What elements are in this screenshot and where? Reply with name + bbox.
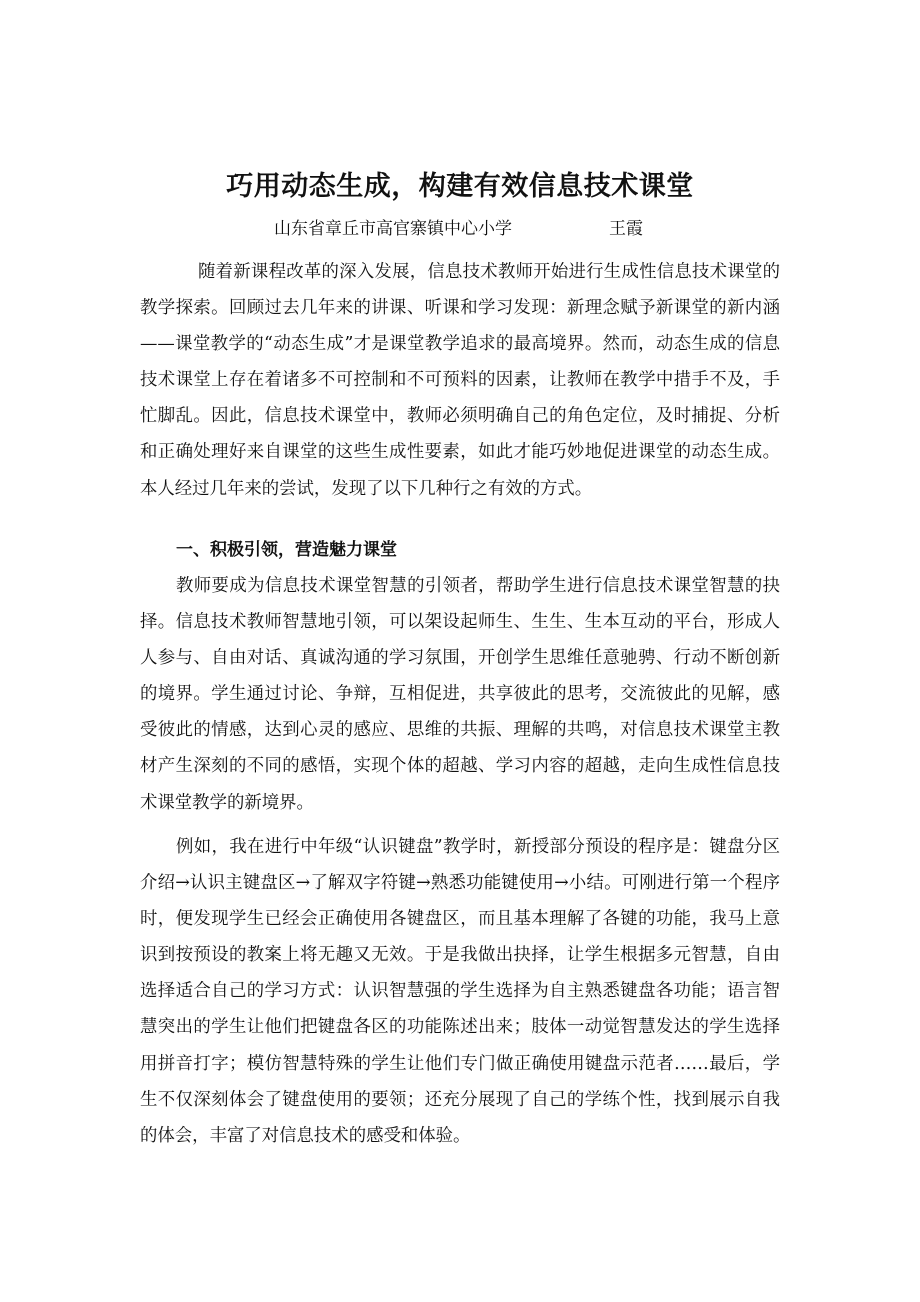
section-heading: 一、积极引领，营造魅力课堂 — [176, 540, 397, 560]
byline — [0, 214, 920, 240]
author-school: 山东省章丘市高官寨镇中心小学 — [274, 219, 512, 239]
document-title: 巧用动态生成，构建有效信息技术课堂 — [226, 171, 694, 202]
body-paragraph: 教师要成为信息技术课堂智慧的引领者，帮助学生进行信息技术课堂智慧的抉择。信息技术教师智慧地引领，可以架设起师生、生生、生本互动的平台，形成人人参与、自由对话、真诚沟通的学习氛围，开创学生思维任意驰骋、行动不断创新的境界。学生通过讨论、争辩，互相促进，共享彼此的思考，交流彼此的见解，感受彼此的情感，达到心灵的感应、思维的共振、理解的共鸣，对信息技术课堂主教材产生深刻的不同的感悟，实现个体的超越、学习内容的超越，走向生成性信息技术课堂教学的新境界。 — [140, 576, 780, 813]
intro-paragraph: 随着新课程改革的深入发展，信息技术教师开始进行生成性信息技术课堂的教学探索。回顾过去几年来的讲课、听课和学习发现：新理念赋予新课堂的新内涵——课堂教学的“动态生成”才是课堂教学追求的最高境界。然而，动态生成的信息技术课堂上存在着诸多不可控制和不可预料的因素，让教师在教学中措手不及，手忙脚乱。因此，信息技术课堂中，教师必须明确自己的角色定位，及时捕捉、分析和正确处理好来自课堂的这些生成性要素，如此才能巧妙地促进课堂的动态生成。本人经过几年来的尝试，发现了以下几种行之有效的方式。 — [140, 262, 780, 499]
author-name: 王霞 — [609, 219, 643, 239]
example-paragraph: 例如，我在进行中年级“认识键盘”教学时，新授部分预设的程序是：键盘分区介绍→认识主键盘区→了解双字符键→熟悉功能键使用→小结。可刚进行第一个程序时，便发现学生已经会正确使用各键盘区，而且基本理解了各键的功能，我马上意识到按预设的教案上将无趣又无效。于是我做出抉择，让学生根据多元智慧，自由选择适合自己的学习方式：认识智慧强的学生选择为自主熟悉键盘各功能；语言智慧突出的学生让他们把键盘各区的功能陈述出来；肢体一动觉智慧发达的学生选择用拼音打字；模仿智慧特殊的学生让他们专门做正确使用键盘示范者……最后，学生不仅深刻体会了键盘使用的要领；还充分展现了自己的学练个性，找到展示自我的体会，丰富了对信息技术的感受和体验。 — [140, 837, 780, 1146]
